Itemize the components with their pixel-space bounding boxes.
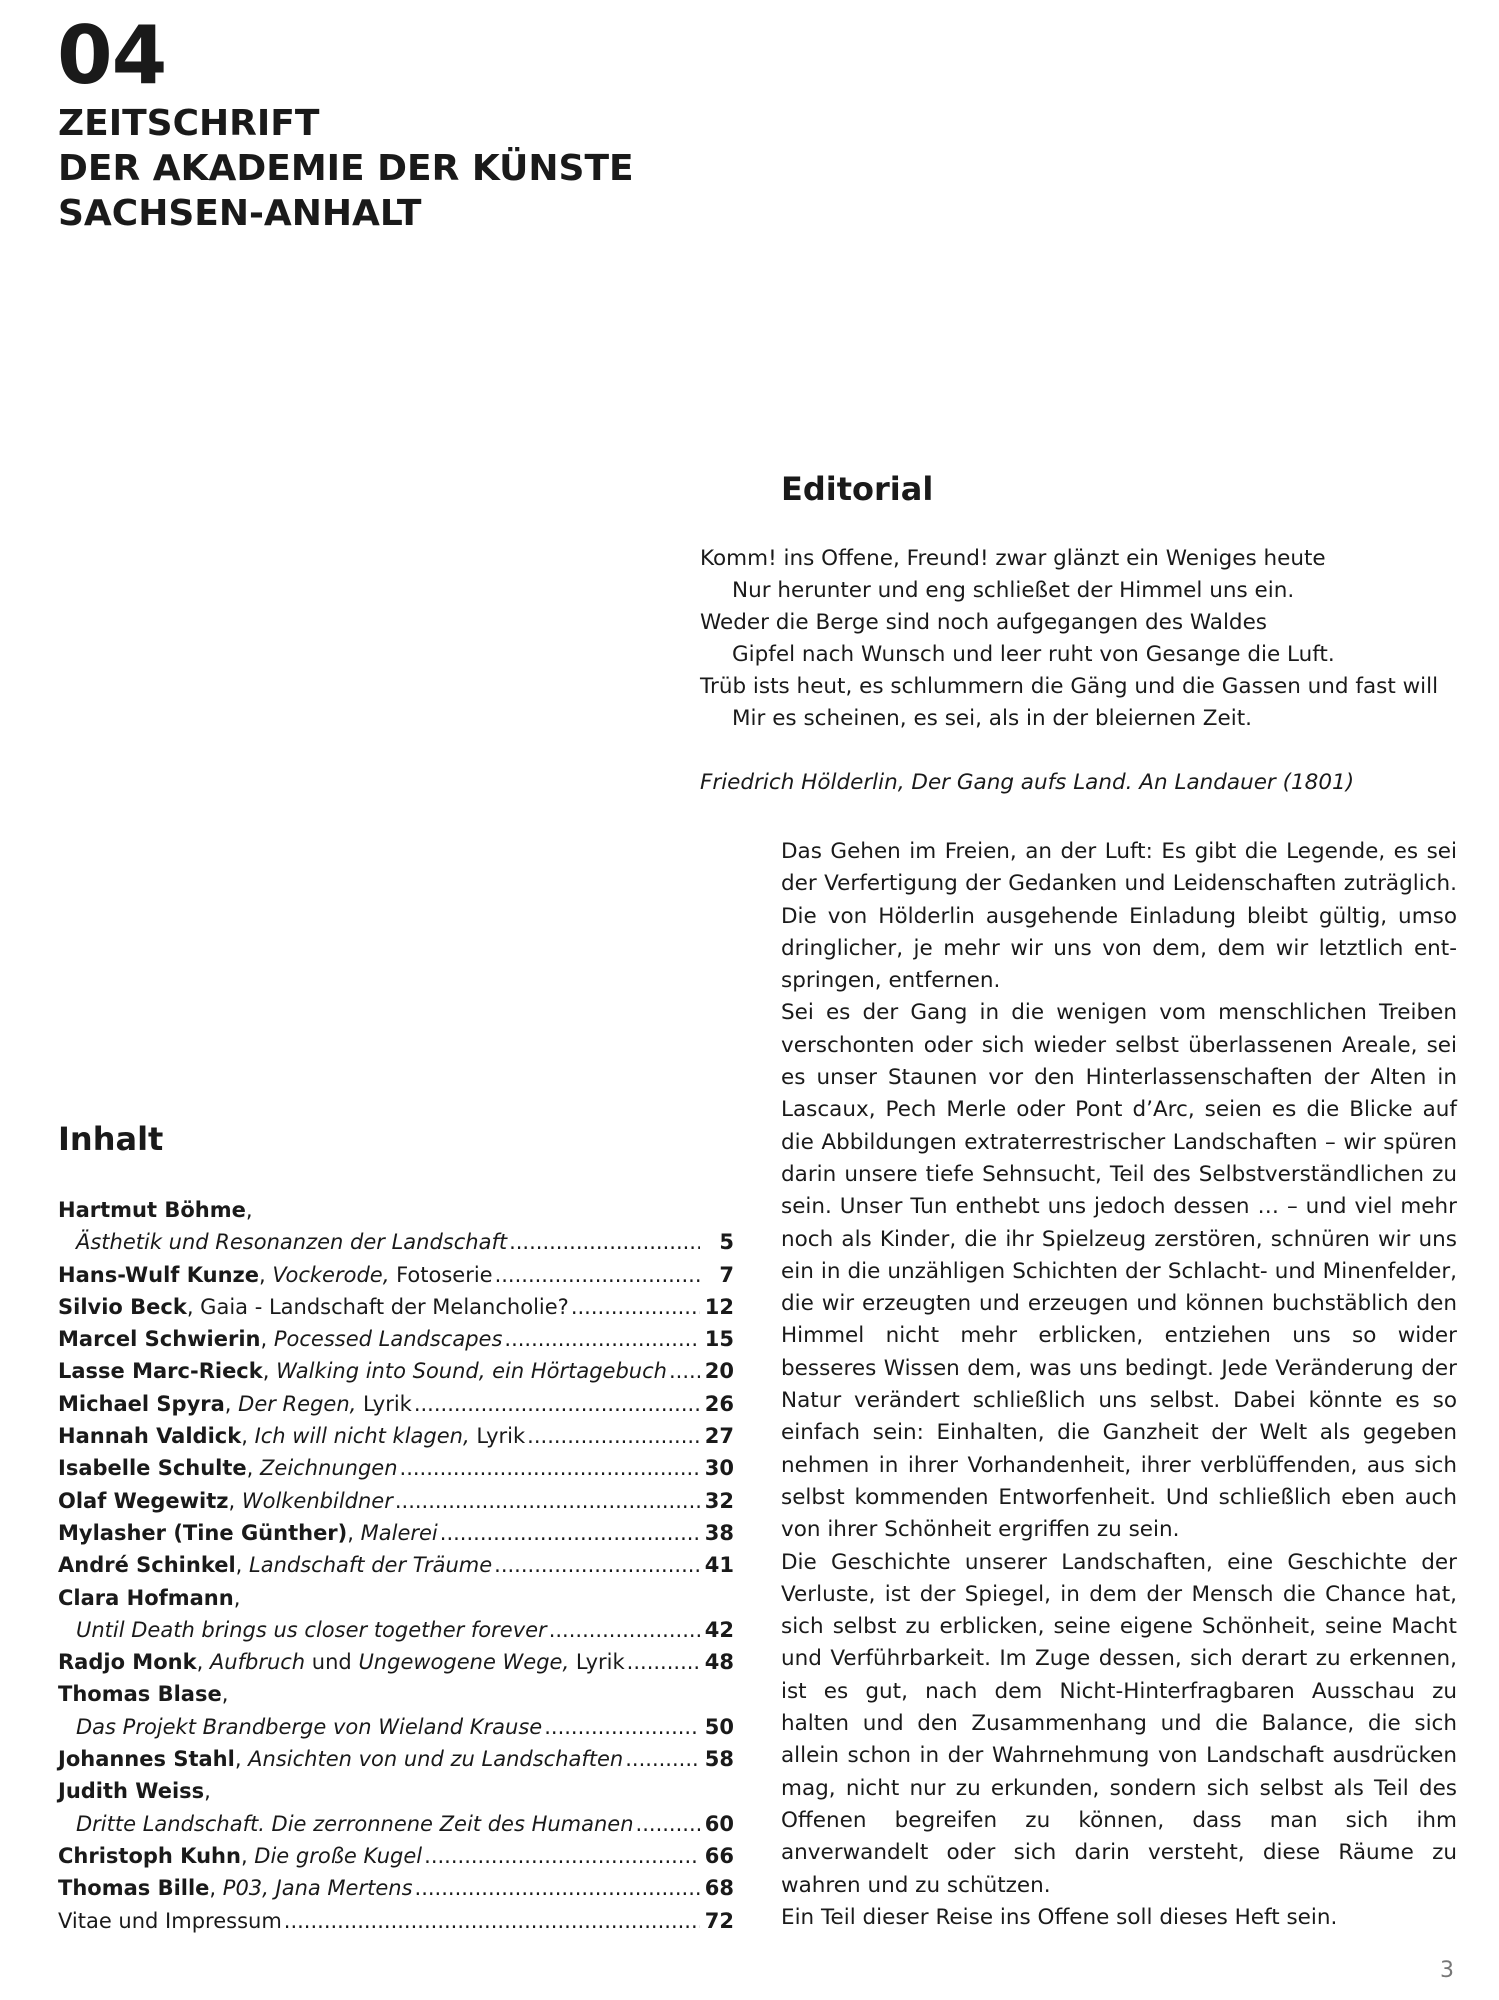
toc-page-number: 66	[704, 1843, 734, 1868]
toc-author: Johannes Stahl	[58, 1747, 235, 1772]
toc-author: Silvio Beck	[58, 1294, 187, 1319]
journal-title-line: ZEITSCHRIFT	[58, 103, 320, 144]
toc-title: P03, Jana Mertens	[222, 1876, 413, 1901]
toc-title: Der Regen,	[238, 1391, 357, 1416]
toc-title: Landschaft der Träume	[249, 1553, 493, 1578]
toc-leader-dots	[667, 1355, 700, 1387]
toc-entry	[58, 1872, 734, 1904]
toc-page-number: 58	[704, 1747, 734, 1772]
poem-line: Weder die Berge sind noch aufgegangen des Waldes	[700, 610, 1267, 635]
toc-entry	[58, 1711, 734, 1743]
poem-line: Mir es scheinen, es sei, als in der bleiernen Zeit.	[732, 706, 1252, 731]
toc-leader-dots	[398, 1452, 700, 1484]
toc-page-number: 15	[704, 1327, 734, 1352]
toc-page-number: 50	[704, 1714, 734, 1739]
toc-entry-text: Mylasher (Tine Günther), Malerei	[58, 1520, 438, 1545]
toc-page-number: 38	[704, 1520, 734, 1545]
toc-leader-dots	[625, 1646, 700, 1678]
toc-page-number: 26	[704, 1391, 734, 1416]
toc-leader-dots	[493, 1259, 700, 1291]
toc-extra: Fotoserie	[389, 1262, 493, 1287]
toc-author: Michael Spyra	[58, 1391, 225, 1416]
toc-entry-text: Hannah Valdick, Ich will nicht klagen, Lyrik	[58, 1424, 526, 1449]
toc-title: Ich will nicht klagen,	[254, 1424, 470, 1449]
toc-author: Hans-Wulf Kunze	[58, 1262, 259, 1287]
toc-entry	[58, 1808, 734, 1840]
toc-page-number: 41	[704, 1553, 734, 1578]
toc-title: Wolkenbildner	[241, 1488, 393, 1513]
journal-title-line: SACHSEN-ANHALT	[58, 193, 422, 234]
toc-title: Until Death brings us closer together forever	[76, 1617, 547, 1642]
toc-leader-dots	[502, 1323, 700, 1355]
toc-leader-dots	[569, 1291, 700, 1323]
editorial-paragraph: Das Gehen im Freien, an der Luft: Es gibt die Legende, es sei der Verfertigung der Gedanken und Leidenschaften zuträglich. Die von Hölderlin ausgehende Einladung bleibt gültig, umso dringlicher, je mehr wir uns von dem, dem wir letztlich entspringen, entfernen.	[781, 839, 1457, 994]
toc-title: Ansichten von und zu Landschaften	[248, 1747, 624, 1772]
toc-title: Ungewogene Wege,	[358, 1650, 570, 1675]
poem	[700, 543, 1490, 735]
toc-entry	[58, 1582, 734, 1614]
toc-entry	[58, 1420, 734, 1452]
toc-title: Dritte Landschaft. Die zerronnene Zeit des Humanen	[76, 1811, 634, 1836]
toc-entry-text: Radjo Monk, Aufbruch und Ungewogene Wege, Lyrik	[58, 1650, 625, 1675]
toc-author: Radjo Monk	[58, 1650, 197, 1675]
toc-extra: Vitae und Impressum	[58, 1908, 282, 1933]
journal-title	[58, 101, 634, 236]
toc-page-number: 72	[704, 1908, 734, 1933]
toc-entry-text: Hans-Wulf Kunze, Vockerode, Fotoserie	[58, 1262, 493, 1287]
toc-page-number: 7	[719, 1262, 734, 1287]
toc-entry-text: Marcel Schwierin, Pocessed Landscapes	[58, 1327, 503, 1352]
toc-title: Walking into Sound, ein Hörtagebuch	[276, 1359, 667, 1384]
toc-heading: Inhalt	[58, 1120, 164, 1158]
toc-author: Thomas Blase	[58, 1682, 222, 1707]
page-number: 3	[1440, 1958, 1454, 1983]
toc-leader-dots	[413, 1872, 700, 1904]
toc-title: Zeichnungen	[260, 1456, 398, 1481]
toc-leader-dots	[422, 1840, 700, 1872]
toc-entry-text: Johannes Stahl, Ansichten von und zu Landschaften	[58, 1747, 624, 1772]
toc-entry	[58, 1194, 734, 1226]
toc-extra: Lyrik	[356, 1391, 412, 1416]
toc-author: Thomas Bille	[58, 1876, 210, 1901]
toc-entry-text: Thomas Blase,	[58, 1682, 229, 1707]
journal-title-line: DER AKADEMIE DER KÜNSTE	[58, 148, 634, 189]
toc-leader-dots	[542, 1711, 700, 1743]
toc-title: Aufbruch	[209, 1650, 306, 1675]
toc-extra: Gaia - Landschaft der Melancholie?	[200, 1294, 569, 1319]
toc-author: André Schinkel	[58, 1553, 236, 1578]
toc-entry-text: Lasse Marc-Rieck, Walking into Sound, ein Hörtagebuch	[58, 1359, 667, 1384]
toc-title: Pocessed Landscapes	[273, 1327, 503, 1352]
toc-leader-dots	[282, 1905, 700, 1937]
toc-leader-dots	[507, 1226, 700, 1258]
editorial-text	[781, 836, 1457, 1934]
toc-title: Ästhetik und Resonanzen der Landschaft	[76, 1230, 508, 1255]
toc-entry	[58, 1517, 734, 1549]
toc-page-number: 48	[704, 1650, 734, 1675]
toc-author: Hannah Valdick	[58, 1424, 242, 1449]
toc-entry	[58, 1905, 734, 1937]
toc-author: Mylasher (Tine Günther)	[58, 1520, 348, 1545]
toc-entry	[58, 1291, 734, 1323]
toc-page-number: 5	[719, 1230, 734, 1255]
toc-extra: Lyrik	[569, 1650, 625, 1675]
editorial-paragraph: Sei es der Gang in die wenigen vom menschlichen Treiben verschonten oder sich wieder selbst überlassenen Areale, sei es unser Staunen vor den Hinterlassenschaften der Alten in Lascaux, Pech Merle oder Pont d’Arc, seien es die Blicke auf die Abbildungen extraterrestrischer Landschaften – wir spüren darin unsere tiefe Sehnsucht, Teil des Selbstverständlichen zu sein. Unser Tun enthebt uns jedoch dessen … – und viel mehr noch als Kinder, die ihr Spielzeug zerstören, schnüren wir uns ein in die unzähligen Schichten der Schlacht- und Minenfelder, die wir erzeugten und erzeugen und können buchstäblich den Himmel nicht mehr erblicken, entziehen uns so wider besseres Wissen dem, was uns bedingt. Jede Veränderung der Natur verändert schließlich uns selbst. Dabei könnte es so einfach sein: Einhalten, die Ganzheit der Welt als gegeben nehmen in ihrer Vorhandenheit, ihrer verblüffenden, aus sich selbst kommenden Entworfenheit. Und schließlich eben auch von ihrer Schönheit ergriffen zu sein.	[781, 1000, 1457, 1543]
toc-leader-dots	[393, 1485, 700, 1517]
toc-extra: Lyrik	[469, 1424, 526, 1449]
toc-entry-text: Isabelle Schulte, Zeichnungen	[58, 1456, 398, 1481]
toc-leader-dots	[547, 1614, 700, 1646]
toc-title: Die große Kugel	[254, 1843, 423, 1868]
toc-author: Marcel Schwierin	[58, 1327, 261, 1352]
toc-entry	[58, 1388, 734, 1420]
toc-leader-dots	[634, 1808, 700, 1840]
poem-line: Trüb ists heut, es schlummern die Gäng und die Gassen und fast will	[700, 674, 1439, 699]
toc-entry-text: Hartmut Böhme,	[58, 1198, 253, 1222]
toc-entry-text	[76, 1711, 542, 1743]
poem-line: Nur herunter und eng schließet der Himmel uns ein.	[732, 578, 1295, 603]
toc-page-number: 20	[704, 1359, 734, 1384]
toc-leader-dots	[492, 1549, 700, 1581]
toc-entry	[58, 1485, 734, 1517]
toc-entry-text	[76, 1226, 507, 1258]
poem-source: Friedrich Hölderlin, Der Gang aufs Land. An Landauer (1801)	[700, 770, 1355, 795]
toc-author: Hartmut Böhme	[58, 1198, 246, 1222]
toc-entry-text	[58, 1905, 282, 1937]
toc-entry	[58, 1646, 734, 1678]
toc-entry	[58, 1775, 734, 1807]
editorial-paragraph: Die Geschichte unserer Landschaften, eine Geschichte der Verluste, ist der Spiegel, in dem der Mensch die Chance hat, sich selbst zu erblicken, seine eigene Schönheit, seine Macht und Verführbarkeit. Im Zuge dessen, sich derart zu erkennen, ist es gut, nach dem Nicht-Hinterfragbaren Ausschau zu halten und den Zusammenhang und die Balance, die sich allein schon in der Wahrnehmung von Landschaft ausdrücken mag, nicht nur zu erkunden, sondern sich selbst als Teil des Offenen begreifen zu können, dass man sich ihm anverwandelt oder sich darin versteht, diese Räume zu wahren und zu schützen.	[781, 1549, 1457, 1898]
toc-page-number: 30	[704, 1456, 734, 1481]
toc-leader-dots	[412, 1388, 700, 1420]
toc-entry	[58, 1355, 734, 1387]
toc-author: Olaf Wegewitz	[58, 1488, 229, 1513]
toc-title: Vockerode,	[272, 1262, 390, 1287]
toc-entry	[58, 1743, 734, 1775]
toc-page-number: 32	[704, 1488, 734, 1513]
toc-entry	[58, 1678, 734, 1710]
toc-entry-text: Judith Weiss,	[58, 1779, 211, 1804]
toc-title: Das Projekt Brandberge von Wieland Krause	[76, 1714, 543, 1739]
toc-entry-text: Silvio Beck, Gaia - Landschaft der Melancholie?	[58, 1294, 569, 1319]
toc-entry-text: André Schinkel, Landschaft der Träume	[58, 1553, 493, 1578]
toc-leader-dots	[623, 1743, 700, 1775]
toc-entry	[58, 1452, 734, 1484]
toc-entry-text: Clara Hofmann,	[58, 1585, 241, 1610]
editorial-heading: Editorial	[781, 470, 934, 508]
toc-entry	[58, 1259, 734, 1291]
table-of-contents	[58, 1194, 734, 1937]
toc-entry	[58, 1323, 734, 1355]
toc-author: Isabelle Schulte	[58, 1456, 247, 1481]
toc-page-number: 27	[704, 1424, 734, 1449]
toc-page-number: 60	[704, 1811, 734, 1836]
toc-entry-text	[76, 1808, 634, 1840]
toc-page-number: 12	[704, 1294, 734, 1319]
toc-entry	[58, 1840, 734, 1872]
toc-entry-text: Thomas Bille, P03, Jana Mertens	[58, 1876, 413, 1901]
toc-entry	[58, 1226, 734, 1258]
toc-entry-text: Olaf Wegewitz, Wolkenbildner	[58, 1488, 393, 1513]
editorial-paragraph: Ein Teil dieser Reise ins Offene soll dieses Heft sein.	[781, 1904, 1338, 1930]
toc-author: Christoph Kuhn	[58, 1843, 241, 1868]
toc-page-number: 42	[704, 1617, 734, 1642]
toc-entry-text: Christoph Kuhn, Die große Kugel	[58, 1843, 423, 1868]
toc-title: Malerei	[360, 1520, 438, 1545]
toc-author: Clara Hofmann	[58, 1585, 234, 1610]
toc-entry	[58, 1549, 734, 1581]
toc-entry-text: Michael Spyra, Der Regen, Lyrik	[58, 1391, 412, 1416]
toc-page-number: 68	[704, 1876, 734, 1901]
toc-leader-dots	[438, 1517, 700, 1549]
toc-author: Judith Weiss	[58, 1779, 205, 1804]
toc-entry	[58, 1614, 734, 1646]
toc-entry-text	[76, 1614, 547, 1646]
toc-author: Lasse Marc-Rieck	[58, 1359, 263, 1384]
toc-leader-dots	[525, 1420, 700, 1452]
poem-line: Gipfel nach Wunsch und leer ruht von Gesange die Luft.	[732, 642, 1335, 667]
toc-extra: und	[305, 1650, 359, 1675]
poem-line: Komm! ins Offene, Freund! zwar glänzt ein Weniges heute	[700, 546, 1326, 571]
issue-number: 04	[57, 9, 167, 102]
